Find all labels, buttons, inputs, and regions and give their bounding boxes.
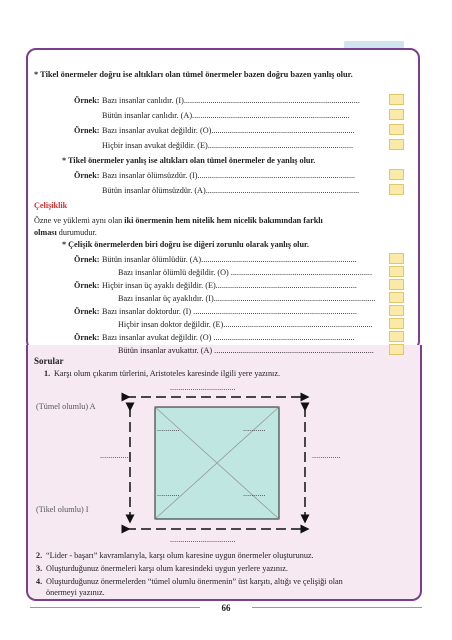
definition-line: Özne ve yüklemi aynı olan iki önermenin hem nitelik hem nicelik bakımından farklı [34, 216, 323, 225]
definition-line: olması durumudur. [34, 228, 97, 237]
example-line: Bazı insanlar doktordur. (I) ................................................................................ [102, 307, 357, 316]
answer-dots-inner[interactable]: ........... [157, 489, 180, 498]
page-number: 66 [221, 603, 231, 613]
answer-dots-bottom[interactable]: ................................ [170, 535, 236, 544]
example-line: Bütün insanlar canlıdır. (A)............................................................................. [102, 111, 350, 120]
example-line: Hiçbir insan üç ayaklı değildir. (E)..................................................................... [102, 281, 357, 290]
example-line: Hiçbir insan avukat değildir. (E)....................................................................... [102, 141, 354, 150]
question-text: “Lider - başarı” kavramlarıyla, karşı olum karesine uygun önermeler oluşturunuz. [46, 551, 314, 560]
example-label: Örnek: [74, 96, 100, 105]
label-tikel-olumlu: (Tikel olumlu) I [36, 505, 89, 514]
answer-dots-right[interactable]: .............. [312, 451, 341, 460]
example-line: Bazı insanlar canlıdır. (I)...................................................................................... [102, 96, 360, 105]
answer-dots-inner[interactable]: ........... [157, 424, 180, 433]
example-line: Bütün insanlar ölümlüdür. (A)............................................................................ [102, 255, 357, 264]
rule-line: * Çelişik önermelerden biri doğru ise diğeri zorunlu olarak yanlış olur. [62, 240, 309, 249]
example-line: Bazı insanlar avukat değildir. (O) ..................................................................... [102, 333, 355, 342]
question-number: 1. [44, 369, 51, 378]
rule-line: * Tikel önermeler yanlış ise altıkları olan tümel önermeler de yanlış olur. [62, 156, 316, 165]
section-title-celiskilik: Çelişiklik [34, 201, 68, 210]
rule-heading: * Tikel önermeler doğru ise altıkları olan tümel önermeler bazen doğru bazen yanlış olur. [34, 70, 353, 79]
example-line: Bazı insanlar ölümsüzdür. (I)............................................................................. [102, 171, 356, 180]
question-text: Oluşturduğunuz önermelerden “tümel olumlu önermenin” üst karşıtı, altığı ve çelişiği olan [46, 577, 343, 586]
example-label: Örnek: [74, 126, 100, 135]
answer-dots-inner[interactable]: ........... [243, 489, 266, 498]
example-label: Örnek: [74, 333, 100, 342]
answer-dots-inner[interactable]: ........... [243, 424, 266, 433]
example-label: Örnek: [74, 281, 100, 290]
example-line: Hiçbir insan doktor değildir. (E)......................................................................... [118, 320, 373, 329]
question-text: Karşı olum çıkarım türlerini, Aristoteles karesinde ilgili yere yazınız. [54, 369, 280, 378]
question-number: 2. [36, 551, 43, 560]
answer-dots-left[interactable]: .............. [100, 451, 129, 460]
question-number: 3. [36, 564, 43, 573]
example-line: Bütün insanlar avukattır. (A) .............................................................................. [118, 346, 374, 355]
answer-box[interactable] [389, 344, 404, 355]
questions-title: Sorular [34, 356, 64, 366]
example-line: Bazı insanlar avukat değildir. (O)...................................................................... [102, 126, 355, 135]
question-text: önermeyi yazınız. [46, 588, 105, 597]
example-label: Örnek: [74, 307, 100, 316]
example-label: Örnek: [74, 171, 100, 180]
example-line: Bütün insanlar ölümsüzdür. (A)........................................................................... [102, 186, 360, 195]
answer-dots-top[interactable]: ................................ [170, 383, 236, 392]
example-line: Bazı insanlar üç ayaklıdır. (I)............................................................................... [118, 294, 376, 303]
question-number: 4. [36, 577, 43, 586]
question-text: Oluşturduğunuz önermeleri karşı olum karesindeki uygun yerlere yazınız. [46, 564, 288, 573]
label-tumel-olumlu: (Tümel olumlu) A [36, 402, 96, 411]
example-label: Örnek: [74, 255, 100, 264]
example-line: Bazı insanlar ölümlü değildir. (O) ..................................................................... [118, 268, 373, 277]
